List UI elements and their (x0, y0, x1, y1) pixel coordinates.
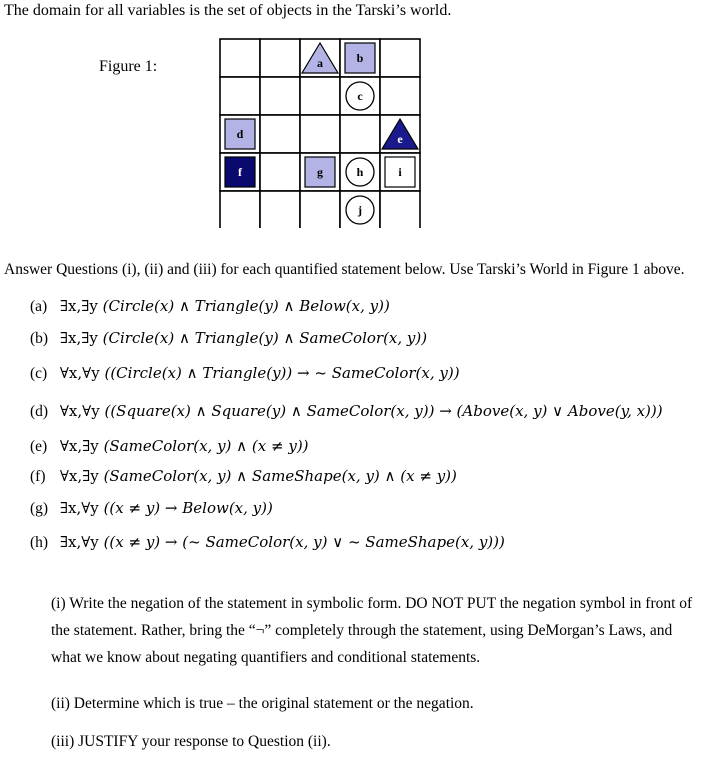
world-object-f (225, 157, 255, 187)
world-object-b (345, 43, 375, 73)
statement-label: (b) (30, 330, 49, 347)
statement-quantifiers: ∃x,∀y (59, 499, 99, 517)
statement-label: (h) (30, 534, 49, 551)
world-object-j (346, 196, 374, 224)
grid-cell (340, 115, 380, 153)
world-object-label: h (356, 165, 364, 179)
world-object-label: a (317, 56, 323, 70)
question-iii: (iii) JUSTIFY your response to Question (ii). (51, 733, 331, 750)
question-i-line-2: the statement. Rather, bring the “¬” completely through the statement, using DeMorgan’s Laws, and (51, 622, 673, 639)
grid-cell (220, 39, 260, 77)
statement-quantifiers: ∀x,∀y (59, 364, 100, 382)
grid-cell (260, 115, 300, 153)
statement-quantifiers: ∃x,∀y (59, 533, 99, 551)
statement-quantifiers: ∀x,∃y (59, 467, 99, 485)
world-object-d (225, 119, 255, 149)
world-object-i (385, 157, 415, 187)
world-object-label: g (317, 165, 323, 179)
statement-formula: ((Square(x) ∧ Square(y) ∧ SameColor(x, y)) → (Above(x, y) ∨ Above(y, x))) (104, 402, 663, 420)
grid-cell (300, 191, 340, 228)
grid-cell (380, 39, 420, 77)
statement-label: (c) (30, 365, 48, 382)
world-object-label: d (236, 127, 244, 141)
grid-cell (220, 191, 260, 228)
world-object-label: e (397, 132, 403, 146)
world-object-h (346, 158, 374, 186)
statement-g (30, 499, 273, 518)
grid-cell (260, 77, 300, 115)
statement-label: (d) (30, 403, 49, 420)
statement-label: (e) (30, 438, 48, 455)
statement-label: (a) (30, 298, 48, 315)
grid-cell (300, 115, 340, 153)
statement-e (30, 437, 309, 456)
statement-formula: ((x ≠ y) → Below(x, y)) (103, 499, 273, 517)
figure-label: Figure 1: (99, 58, 158, 75)
statement-formula: (Circle(x) ∧ Triangle(y) ∧ Below(x, y)) (102, 297, 390, 315)
statement-formula: (SameColor(x, y) ∧ (x ≠ y)) (103, 437, 309, 455)
tarski-world-grid (219, 38, 421, 228)
statement-h (30, 533, 505, 552)
grid-cell (260, 153, 300, 191)
intro-text: The domain for all variables is the set of objects in the Tarski’s world. (4, 2, 452, 19)
question-i-line-3: what we know about negating quantifiers and conditional statements. (51, 649, 481, 666)
grid-cell (380, 191, 420, 228)
world-object-label: f (238, 165, 242, 179)
statement-label: (f) (30, 468, 46, 485)
statement-label: (g) (30, 500, 49, 517)
world-object-label: c (357, 89, 363, 103)
world-object-label: j (358, 203, 362, 217)
statement-quantifiers: ∀x,∃y (59, 437, 99, 455)
world-object-c (346, 82, 374, 110)
world-object-label: i (398, 165, 402, 179)
statement-formula: (SameColor(x, y) ∧ SameShape(x, y) ∧ (x ≠ y)) (103, 467, 457, 485)
grid-cell (380, 77, 420, 115)
statement-quantifiers: ∃x,∃y (59, 297, 98, 315)
statement-formula: (Circle(x) ∧ Triangle(y) ∧ SameColor(x, y)) (102, 329, 428, 347)
instructions-text: Answer Questions (i), (ii) and (iii) for each quantified statement below. Use Tarski’s World in Figure 1 above. (4, 261, 685, 278)
question-i-line-1: (i) Write the negation of the statement in symbolic form. DO NOT PUT the negation symbol in front of (51, 595, 693, 612)
question-ii: (ii) Determine which is true – the original statement or the negation. (51, 695, 474, 712)
world-object-label: b (356, 51, 364, 65)
statement-formula: ((x ≠ y) → (~ SameColor(x, y) ∨ ~ SameShape(x, y))) (103, 533, 505, 551)
statement-c (30, 364, 460, 383)
grid-cell (260, 39, 300, 77)
world-object-g (305, 157, 335, 187)
grid-cell (300, 77, 340, 115)
statement-formula: ((Circle(x) ∧ Triangle(y)) → ~ SameColor(x, y)) (104, 364, 460, 382)
statement-quantifiers: ∃x,∃y (59, 329, 98, 347)
statement-d (30, 402, 663, 421)
statement-b (30, 329, 427, 348)
grid-cell (260, 191, 300, 228)
statement-f (30, 467, 457, 486)
statement-a (30, 297, 390, 316)
grid-cell (220, 77, 260, 115)
statement-quantifiers: ∀x,∀y (59, 402, 100, 420)
